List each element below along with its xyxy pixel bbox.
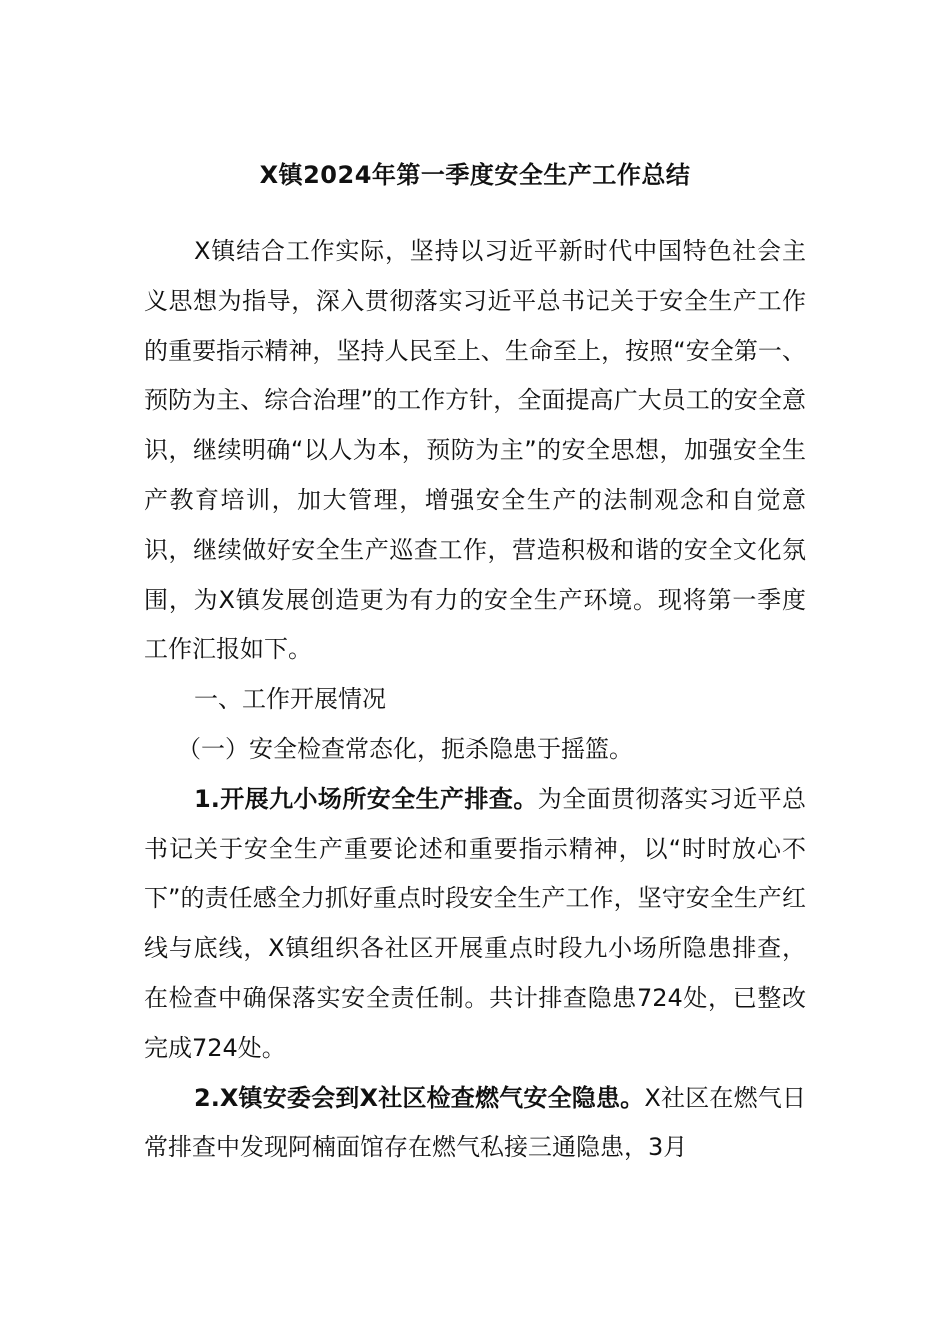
- item-1-text: 为全面贯彻落实习近平总书记关于安全生产重要论述和重要指示精神，以“时时放心不下”的责任感全力抓好重点时段安全生产工作，坚守安全生产红线与底线，X镇组织各社区开展重点时段九小场所隐患排查，在检查中确保落实安全责任制。共计排查隐患724处，已整改完成724处。: [144, 784, 806, 1062]
- item-1-paragraph: [144, 775, 806, 1074]
- subsection-heading: （一）安全检查常态化，扼杀隐患于摇篮。: [177, 734, 633, 763]
- item-2-lead: 2.X镇安委会到X社区检查燃气安全隐患。: [194, 1083, 645, 1112]
- document-body: [144, 227, 806, 1173]
- intro-paragraph: X镇结合工作实际，坚持以习近平新时代中国特色社会主义思想为指导，深入贯彻落实习近平总书记关于安全生产工作的重要指示精神，坚持人民至上、生命至上，按照“安全第一、预防为主、综合治理”的工作方针，全面提高广大员工的安全意识，继续明确“以人为本，预防为主”的安全思想，加强安全生产教育培训，加大管理，增强安全生产的法制观念和自觉意识，继续做好安全生产巡查工作，营造积极和谐的安全文化氛围，为X镇发展创造更为有力的安全生产环境。现将第一季度工作汇报如下。: [144, 237, 806, 664]
- document-title: X镇2024年第一季度安全生产工作总结: [259, 161, 691, 189]
- item-2-paragraph: [144, 1074, 806, 1174]
- item-2-text: X社区在燃气日常排查中发现阿楠面馆存在燃气私接三通隐患，3月: [144, 1083, 806, 1162]
- item-1-lead: 1.开展九小场所安全生产排查。: [194, 784, 538, 813]
- section-heading: 一、工作开展情况: [194, 685, 386, 714]
